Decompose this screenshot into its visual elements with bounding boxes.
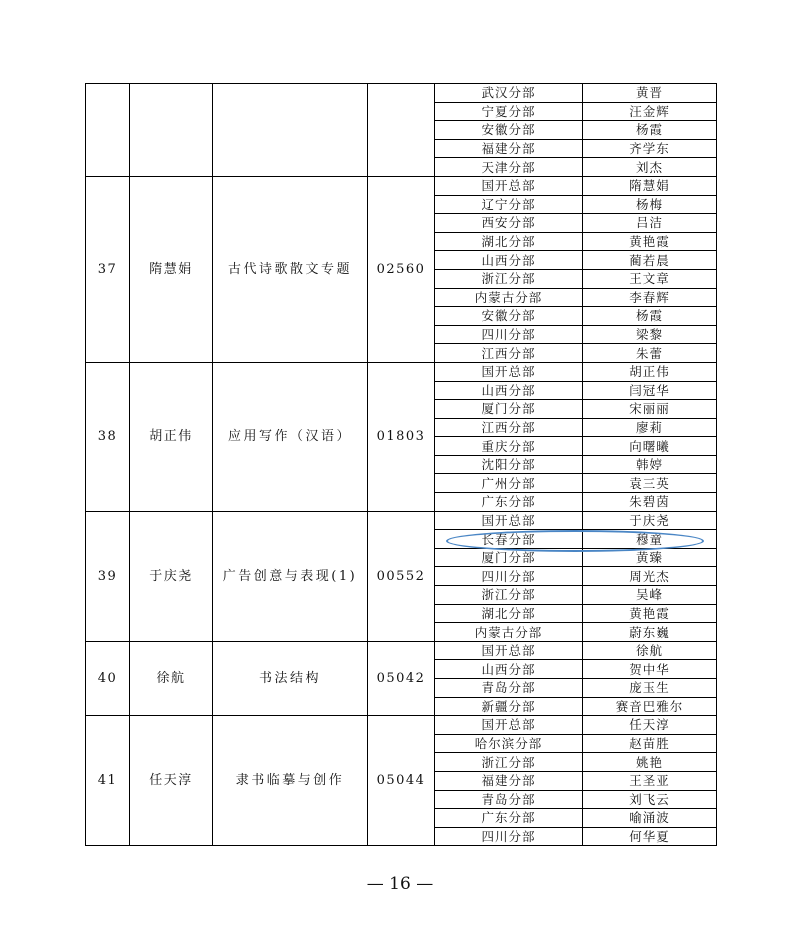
page-number: — 16 — [366, 874, 434, 894]
course-name-cell: 书法结构 [213, 641, 368, 715]
course-code-cell [368, 84, 435, 177]
table-row [86, 176, 717, 195]
member-name-cell: 齐学东 [583, 139, 717, 158]
member-name-cell: 黄艳霞 [583, 604, 717, 623]
member-name-cell: 袁三英 [583, 474, 717, 493]
member-name-cell: 黄臻 [583, 548, 717, 567]
branch-cell: 青岛分部 [435, 790, 583, 809]
seq-cell: 37 [86, 176, 130, 362]
branch-cell: 四川分部 [435, 827, 583, 846]
seq-cell: 40 [86, 641, 130, 715]
branch-cell: 国开总部 [435, 511, 583, 530]
branch-cell: 青岛分部 [435, 679, 583, 698]
member-name-cell: 蔚东巍 [583, 623, 717, 642]
course-name-cell: 隶书临摹与创作 [213, 716, 368, 846]
member-name-cell: 杨霞 [583, 307, 717, 326]
branch-cell: 福建分部 [435, 139, 583, 158]
seq-cell: 41 [86, 716, 130, 846]
branch-cell: 内蒙古分部 [435, 288, 583, 307]
member-name-cell: 汪金辉 [583, 102, 717, 121]
branch-cell: 山西分部 [435, 660, 583, 679]
branch-cell: 广东分部 [435, 493, 583, 512]
branch-cell: 国开总部 [435, 176, 583, 195]
branch-cell: 重庆分部 [435, 437, 583, 456]
branch-cell: 安徽分部 [435, 307, 583, 326]
branch-cell: 沈阳分部 [435, 455, 583, 474]
branch-cell: 国开总部 [435, 641, 583, 660]
branch-cell: 国开总部 [435, 716, 583, 735]
table-row [86, 641, 717, 660]
branch-cell: 辽宁分部 [435, 195, 583, 214]
member-name-cell: 刘飞云 [583, 790, 717, 809]
course-code-cell: 05042 [368, 641, 435, 715]
branch-cell: 广东分部 [435, 809, 583, 828]
member-name-cell: 韩婷 [583, 455, 717, 474]
branch-cell: 浙江分部 [435, 586, 583, 605]
branch-cell: 宁夏分部 [435, 102, 583, 121]
branch-cell: 江西分部 [435, 418, 583, 437]
branch-cell: 江西分部 [435, 344, 583, 363]
member-name-cell: 黄艳霞 [583, 232, 717, 251]
lead-teacher-cell [130, 84, 213, 177]
member-name-cell: 赛音巴雅尔 [583, 697, 717, 716]
member-name-cell: 徐航 [583, 641, 717, 660]
branch-cell: 湖北分部 [435, 604, 583, 623]
seq-cell [86, 84, 130, 177]
member-name-cell: 周光杰 [583, 567, 717, 586]
member-name-cell: 姚艳 [583, 753, 717, 772]
course-name-cell: 古代诗歌散文专题 [213, 176, 368, 362]
member-name-cell: 王文章 [583, 269, 717, 288]
branch-cell: 福建分部 [435, 771, 583, 790]
member-name-cell: 刘杰 [583, 158, 717, 177]
table-row [86, 511, 717, 530]
member-name-cell: 贺中华 [583, 660, 717, 679]
branch-cell: 国开总部 [435, 362, 583, 381]
member-name-cell: 廖莉 [583, 418, 717, 437]
branch-cell: 湖北分部 [435, 232, 583, 251]
branch-cell: 浙江分部 [435, 269, 583, 288]
course-code-cell: 00552 [368, 511, 435, 641]
table-row [86, 716, 717, 735]
member-name-cell: 黄晋 [583, 84, 717, 103]
branch-cell: 安徽分部 [435, 121, 583, 140]
member-name-cell: 吴峰 [583, 586, 717, 605]
member-name-cell: 喻涌波 [583, 809, 717, 828]
member-name-cell: 闫冠华 [583, 381, 717, 400]
member-name-cell: 胡正伟 [583, 362, 717, 381]
member-name-cell: 穆童 [583, 530, 717, 549]
member-name-cell: 朱蕾 [583, 344, 717, 363]
branch-cell: 厦门分部 [435, 548, 583, 567]
member-name-cell: 赵苗胜 [583, 734, 717, 753]
member-name-cell: 隋慧娟 [583, 176, 717, 195]
member-name-cell: 梁黎 [583, 325, 717, 344]
table-row [86, 84, 717, 103]
course-name-cell: 广告创意与表现(1) [213, 511, 368, 641]
member-name-cell: 朱碧茵 [583, 493, 717, 512]
course-code-cell: 05044 [368, 716, 435, 846]
lead-teacher-cell: 胡正伟 [130, 362, 213, 511]
branch-cell: 山西分部 [435, 381, 583, 400]
course-name-cell: 应用写作（汉语） [213, 362, 368, 511]
branch-cell: 武汉分部 [435, 84, 583, 103]
branch-cell: 长春分部 [435, 530, 583, 549]
course-code-cell: 01803 [368, 362, 435, 511]
lead-teacher-cell: 于庆尧 [130, 511, 213, 641]
assignment-table [85, 83, 717, 846]
lead-teacher-cell: 隋慧娟 [130, 176, 213, 362]
branch-cell: 广州分部 [435, 474, 583, 493]
table-row [86, 362, 717, 381]
branch-cell: 新疆分部 [435, 697, 583, 716]
member-name-cell: 吕洁 [583, 214, 717, 233]
branch-cell: 天津分部 [435, 158, 583, 177]
member-name-cell: 向曙曦 [583, 437, 717, 456]
seq-cell: 39 [86, 511, 130, 641]
branch-cell: 四川分部 [435, 567, 583, 586]
member-name-cell: 庞玉生 [583, 679, 717, 698]
member-name-cell: 任天淳 [583, 716, 717, 735]
course-code-cell: 02560 [368, 176, 435, 362]
branch-cell: 山西分部 [435, 251, 583, 270]
branch-cell: 西安分部 [435, 214, 583, 233]
member-name-cell: 宋丽丽 [583, 400, 717, 419]
member-name-cell: 李春辉 [583, 288, 717, 307]
branch-cell: 四川分部 [435, 325, 583, 344]
lead-teacher-cell: 任天淳 [130, 716, 213, 846]
branch-cell: 浙江分部 [435, 753, 583, 772]
course-name-cell [213, 84, 368, 177]
lead-teacher-cell: 徐航 [130, 641, 213, 715]
member-name-cell: 于庆尧 [583, 511, 717, 530]
branch-cell: 哈尔滨分部 [435, 734, 583, 753]
member-name-cell: 何华夏 [583, 827, 717, 846]
member-name-cell: 杨霞 [583, 121, 717, 140]
branch-cell: 厦门分部 [435, 400, 583, 419]
member-name-cell: 蔺若晨 [583, 251, 717, 270]
member-name-cell: 王圣亚 [583, 771, 717, 790]
member-name-cell: 杨梅 [583, 195, 717, 214]
branch-cell: 内蒙古分部 [435, 623, 583, 642]
seq-cell: 38 [86, 362, 130, 511]
